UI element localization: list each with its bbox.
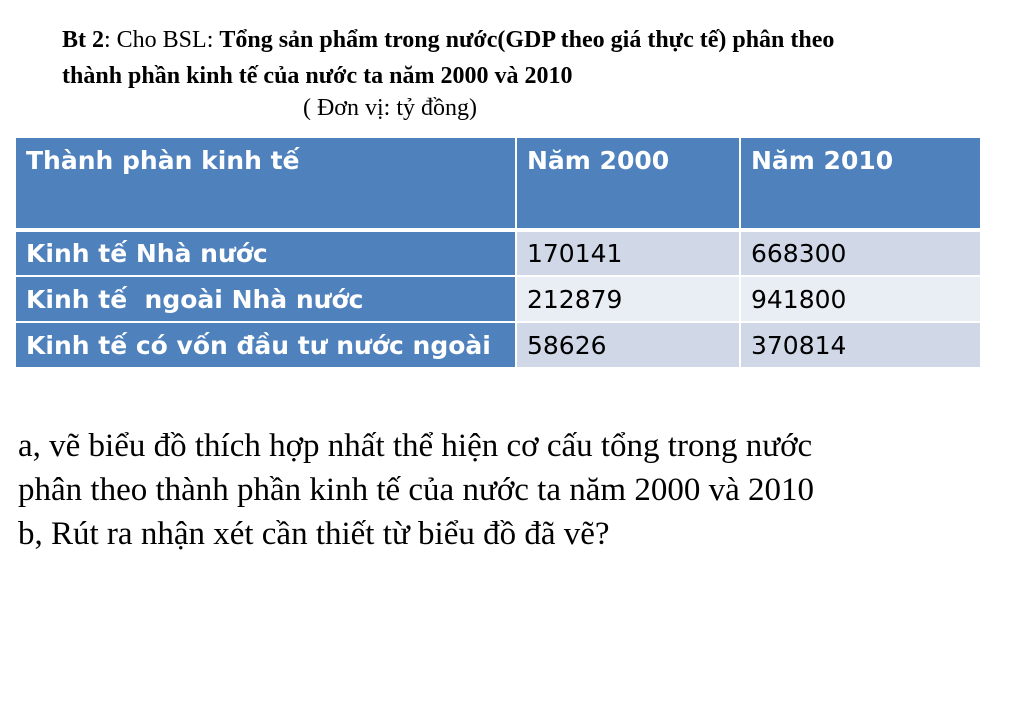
question-b: b, Rút ra nhận xét cần thiết từ biểu đồ đã vẽ? — [18, 516, 610, 552]
cell-value-2000: 58626 — [516, 322, 740, 368]
exercise-intro: : Cho BSL: — [104, 27, 220, 53]
question-a-line-2: phân theo thành phần kinh tế của nước ta năm 2000 và 2010 — [18, 472, 814, 508]
table-header-row — [16, 138, 980, 230]
title-text-line-1: Tổng sản phẩm trong nước(GDP theo giá thực tế) phân theo — [219, 27, 835, 53]
table-row — [16, 276, 980, 322]
row-sector-name: Kinh tế có vốn đầu tư nước ngoài — [16, 322, 516, 368]
cell-value-2010: 668300 — [740, 230, 980, 276]
row-sector-name: Kinh tế ngoài Nhà nước — [16, 276, 516, 322]
header-year-2000: Năm 2000 — [516, 138, 740, 230]
header-sector: Thành phàn kinh tế — [16, 138, 516, 230]
cell-value-2010: 941800 — [740, 276, 980, 322]
header-year-2010: Năm 2010 — [740, 138, 980, 230]
cell-value-2000: 212879 — [516, 276, 740, 322]
question-a-line-1: a, vẽ biểu đồ thích hợp nhất thể hiện cơ cấu tổng trong nước — [18, 428, 813, 464]
cell-value-2000: 170141 — [516, 230, 740, 276]
title-text-line-2: thành phần kinh tế của nước ta năm 2000 và 2010 — [62, 63, 573, 89]
table-row — [16, 230, 980, 276]
unit-label: ( Đơn vị: tỷ đồng) — [302, 95, 477, 121]
row-sector-name: Kinh tế Nhà nước — [16, 230, 516, 276]
exercise-title — [62, 22, 1002, 94]
table-row — [16, 322, 980, 368]
title-line-1 — [62, 22, 1002, 58]
questions-block — [18, 424, 1018, 556]
exercise-number: Bt 2 — [62, 27, 104, 53]
gdp-table — [16, 138, 980, 369]
cell-value-2010: 370814 — [740, 322, 980, 368]
